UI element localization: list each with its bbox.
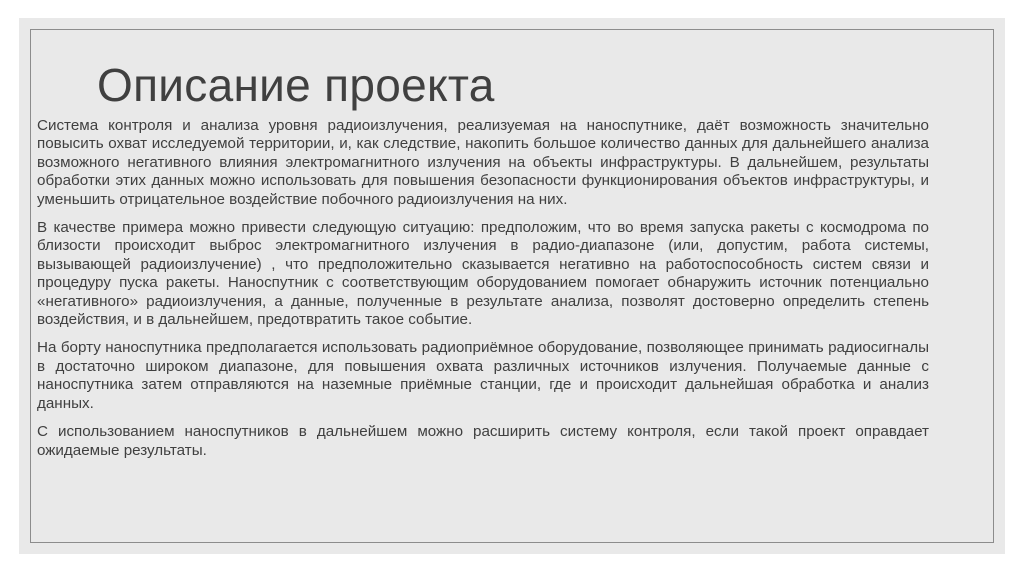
paragraph-example: В качестве примера можно привести следующую ситуацию: предположим, что во время запуска ракеты с космодрома по близости происходит выброс электромагнитного излучения в радио-диапазоне (или, допустим, работа системы, вызывающей радиоизлучение) , что предположительно сказывается негативно на работоспособность систем связи и процедуру пуска ракеты. Наноспутник с соответствующим оборудованием помогает обнаружить источник потенциально «негативного» радиоизлучения, а данные, полученные в результате анализа, позволят достоверно определить степень воздействия, и в дальнейшем, предотвратить такое событие. [37,219,929,329]
slide-title: Описание проекта [97,59,495,111]
slide-body [37,117,929,470]
paragraph-intro: Система контроля и анализа уровня радиоизлучения, реализуемая на наноспутнике, даёт возможность значительно повысить охват исследуемой территории, и, как следствие, накопить большое количество данных для дальнейшего анализа возможного негативного влияния электромагнитного излучения на объекты инфраструктуры. В дальнейшем, результаты обработки этих данных можно использовать для повышения безопасности функционирования объектов инфраструктуры, и уменьшить отрицательное воздействие побочного радиоизлучения на них. [37,117,929,208]
paragraph-conclusion: С использованием наноспутников в дальнейшем можно расширить систему контроля, если такой проект оправдает ожидаемые результаты. [37,423,929,459]
paragraph-equipment: На борту наноспутника предполагается использовать радиоприёмное оборудование, позволяющее принимать радиосигналы в достаточно широком диапазоне, для повышения охвата различных источников излучения. Получаемые данные с наноспутника затем отправляются на наземные приёмные станции, где и происходит дальнейшая обработка и анализ данных. [37,339,929,412]
